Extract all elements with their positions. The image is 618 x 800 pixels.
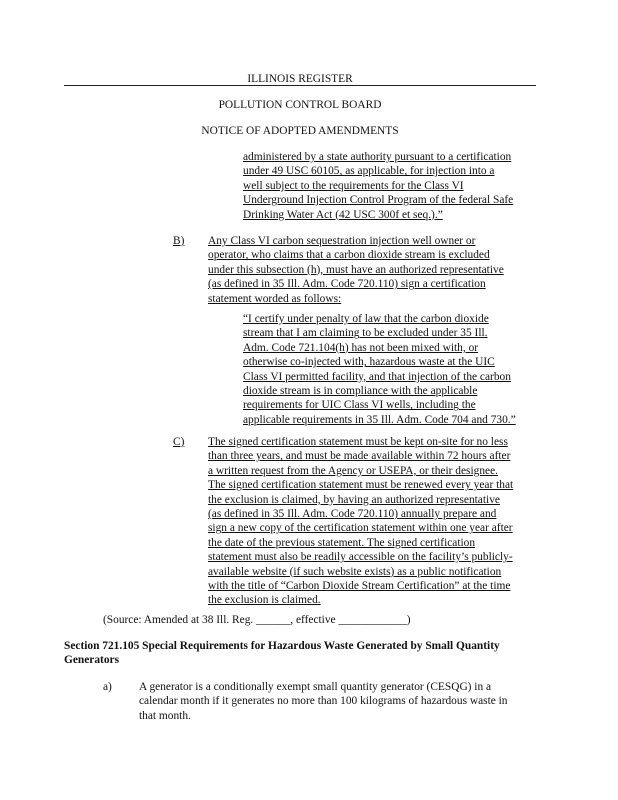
section-heading-line: Generators — [64, 654, 120, 667]
text-line: that month. — [139, 709, 191, 722]
text-line: available website (if such website exists) as a public notification — [208, 565, 502, 578]
text-line: Underground Injection Control Program of the federal Safe — [243, 194, 514, 207]
text-line: sign a new copy of the certification statement within one year after — [208, 522, 513, 535]
item-b-label: B) — [173, 235, 185, 247]
source-note: (Source: Amended at 38 Ill. Reg. ______, effective ____________) — [103, 614, 411, 626]
text-line: (as defined in 35 Ill. Adm. Code 720.110) sign a certification — [208, 278, 486, 291]
agency-name: POLLUTION CONTROL BOARD — [218, 99, 382, 111]
text-line: The signed certification statement must be renewed every year that — [208, 479, 514, 492]
text-line: operator, who claims that a carbon dioxide stream is excluded — [208, 249, 490, 262]
text-line: statement worded as follows: — [208, 292, 342, 305]
text-line: a written request from the Agency or USEPA, or their designee. — [208, 464, 498, 477]
text-line: well subject to the requirements for the Class VI — [243, 179, 464, 192]
text-line: administered by a state authority pursuant to a certification — [243, 151, 512, 163]
text-line: Drinking Water Act (42 USC 300f et seq.).” — [243, 208, 443, 221]
text-line: Any Class VI carbon sequestration injection well owner or — [208, 235, 476, 247]
text-line: calendar month if it generates no more than 100 kilograms of hazardous waste in — [139, 695, 508, 708]
text-line: dioxide stream is in compliance with the applicable — [243, 385, 478, 398]
register-title: ILLINOIS REGISTER — [247, 73, 353, 85]
text-line: statement must also be readily accessible on the facility’s publicly- — [208, 551, 513, 564]
text-line: the exclusion is claimed, by having an authorized representative — [208, 493, 500, 506]
item-a-label: a) — [103, 681, 112, 693]
header-rule — [64, 85, 536, 86]
text-line: under this subsection (h), must have an authorized representative — [208, 263, 504, 276]
text-line: applicable requirements in 35 Ill. Adm. Code 704 and 730.” — [243, 413, 516, 426]
text-line: otherwise co-injected with, hazardous waste at the UIC — [243, 356, 495, 369]
text-line: requirements for UIC Class VI wells, including the — [243, 399, 476, 412]
text-line: with the title of “Carbon Dioxide Stream Certification” at the time — [208, 580, 511, 593]
text-line: “I certify under penalty of law that the carbon dioxide — [243, 313, 489, 325]
item-c-label: C) — [173, 436, 185, 448]
certification-quote — [243, 312, 516, 427]
section-heading-line: Section 721.105 Special Requirements for Hazardous Waste Generated by Small Quantity — [64, 640, 500, 652]
section-heading — [64, 639, 500, 668]
text-line: A generator is a conditionally exempt small quantity generator (CESQG) in a — [139, 681, 492, 693]
text-line: Class VI permitted facility, and that injection of the carbon — [243, 370, 511, 383]
item-a-text — [139, 680, 508, 723]
text-line: under 49 USC 60105, as applicable, for injection into a — [243, 165, 495, 178]
text-line: (as defined in 35 Ill. Adm. Code 720.110) annually prepare and — [208, 508, 497, 521]
notice-title: NOTICE OF ADOPTED AMENDMENTS — [201, 125, 399, 137]
item-c-text — [208, 435, 513, 608]
text-line: than three years, and must be made available within 72 hours after — [208, 450, 511, 463]
item-b-text — [208, 234, 504, 306]
text-line: the date of the previous statement. The signed certification — [208, 536, 476, 549]
text-line: Adm. Code 721.104(h) has not been mixed with, or — [243, 341, 479, 354]
text-line: The signed certification statement must be kept on-site for no less — [208, 436, 508, 448]
text-line: the exclusion is claimed. — [208, 594, 321, 607]
continuation-text — [243, 150, 513, 222]
text-line: stream that I am claiming to be excluded under 35 Ill. — [243, 327, 488, 340]
